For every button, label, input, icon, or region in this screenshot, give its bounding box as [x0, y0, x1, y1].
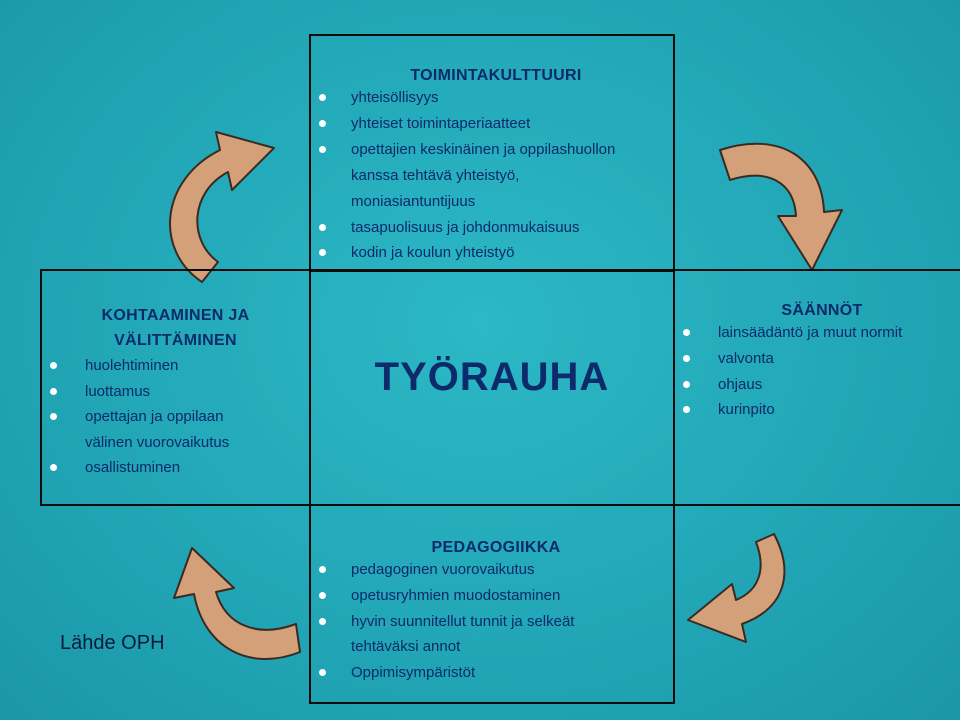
list-item: kodin ja koulun yhteistyö — [311, 240, 673, 266]
saannot-list — [675, 320, 960, 423]
toimintakulttuuri-title: TOIMINTAKULTTUURI — [410, 67, 582, 84]
toimintakulttuuri-box — [309, 34, 675, 272]
tyorauha-label: TYÖRAUHA — [374, 355, 610, 399]
list-item: pedagoginen vuorovaikutus — [311, 557, 673, 583]
toimintakulttuuri-list — [311, 85, 673, 266]
list-item: huolehtiminen — [42, 353, 309, 379]
list-item: opetusryhmien muodostaminen — [311, 583, 673, 609]
list-item-continuation: kanssa tehtävä yhteistyö, — [351, 166, 520, 184]
list-item: hyvin suunnitellut tunnit ja selkeät — [311, 609, 673, 635]
list-item: lainsäädäntö ja muut normit — [675, 320, 960, 346]
list-item: Oppimisympäristöt — [311, 660, 673, 686]
kohtaaminen-list — [42, 353, 309, 481]
list-item-continuation: välinen vuorovaikutus — [85, 433, 230, 451]
list-item: kurinpito — [675, 397, 960, 423]
list-item-continuation: moniasiantuntijuus — [351, 192, 476, 210]
list-item-continuation: tehtäväksi annot — [351, 638, 461, 656]
list-item: opettajien keskinäinen ja oppilashuollon — [311, 137, 673, 163]
arrow-top-right-icon — [712, 120, 872, 280]
source-label: Lähde OPH — [60, 632, 165, 654]
list-item: ohjaus — [675, 372, 960, 398]
arrow-bottom-right-icon — [682, 528, 802, 648]
saannot-box — [673, 269, 960, 506]
kohtaaminen-title-line2: VÄLITTÄMINEN — [114, 332, 237, 349]
kohtaaminen-title-line1: KOHTAAMINEN JA — [101, 307, 250, 324]
pedagogiikka-box — [309, 504, 675, 704]
arrow-top-left-icon — [150, 120, 290, 290]
saannot-title: SÄÄNNÖT — [781, 302, 863, 319]
list-item: osallistuminen — [42, 455, 309, 481]
pedagogiikka-title: PEDAGOGIIKKA — [431, 539, 561, 556]
arrow-bottom-left-icon — [150, 540, 310, 700]
list-item: valvonta — [675, 346, 960, 372]
pedagogiikka-list — [311, 557, 673, 686]
kohtaaminen-box — [40, 269, 311, 506]
list-item: yhteisöllisyys — [311, 85, 673, 111]
list-item: yhteiset toimintaperiaatteet — [311, 111, 673, 137]
list-item: tasapuolisuus ja johdonmukaisuus — [311, 215, 673, 241]
list-item: luottamus — [42, 379, 309, 405]
list-item: opettajan ja oppilaan — [42, 404, 309, 430]
tyorauha-box — [309, 269, 675, 506]
